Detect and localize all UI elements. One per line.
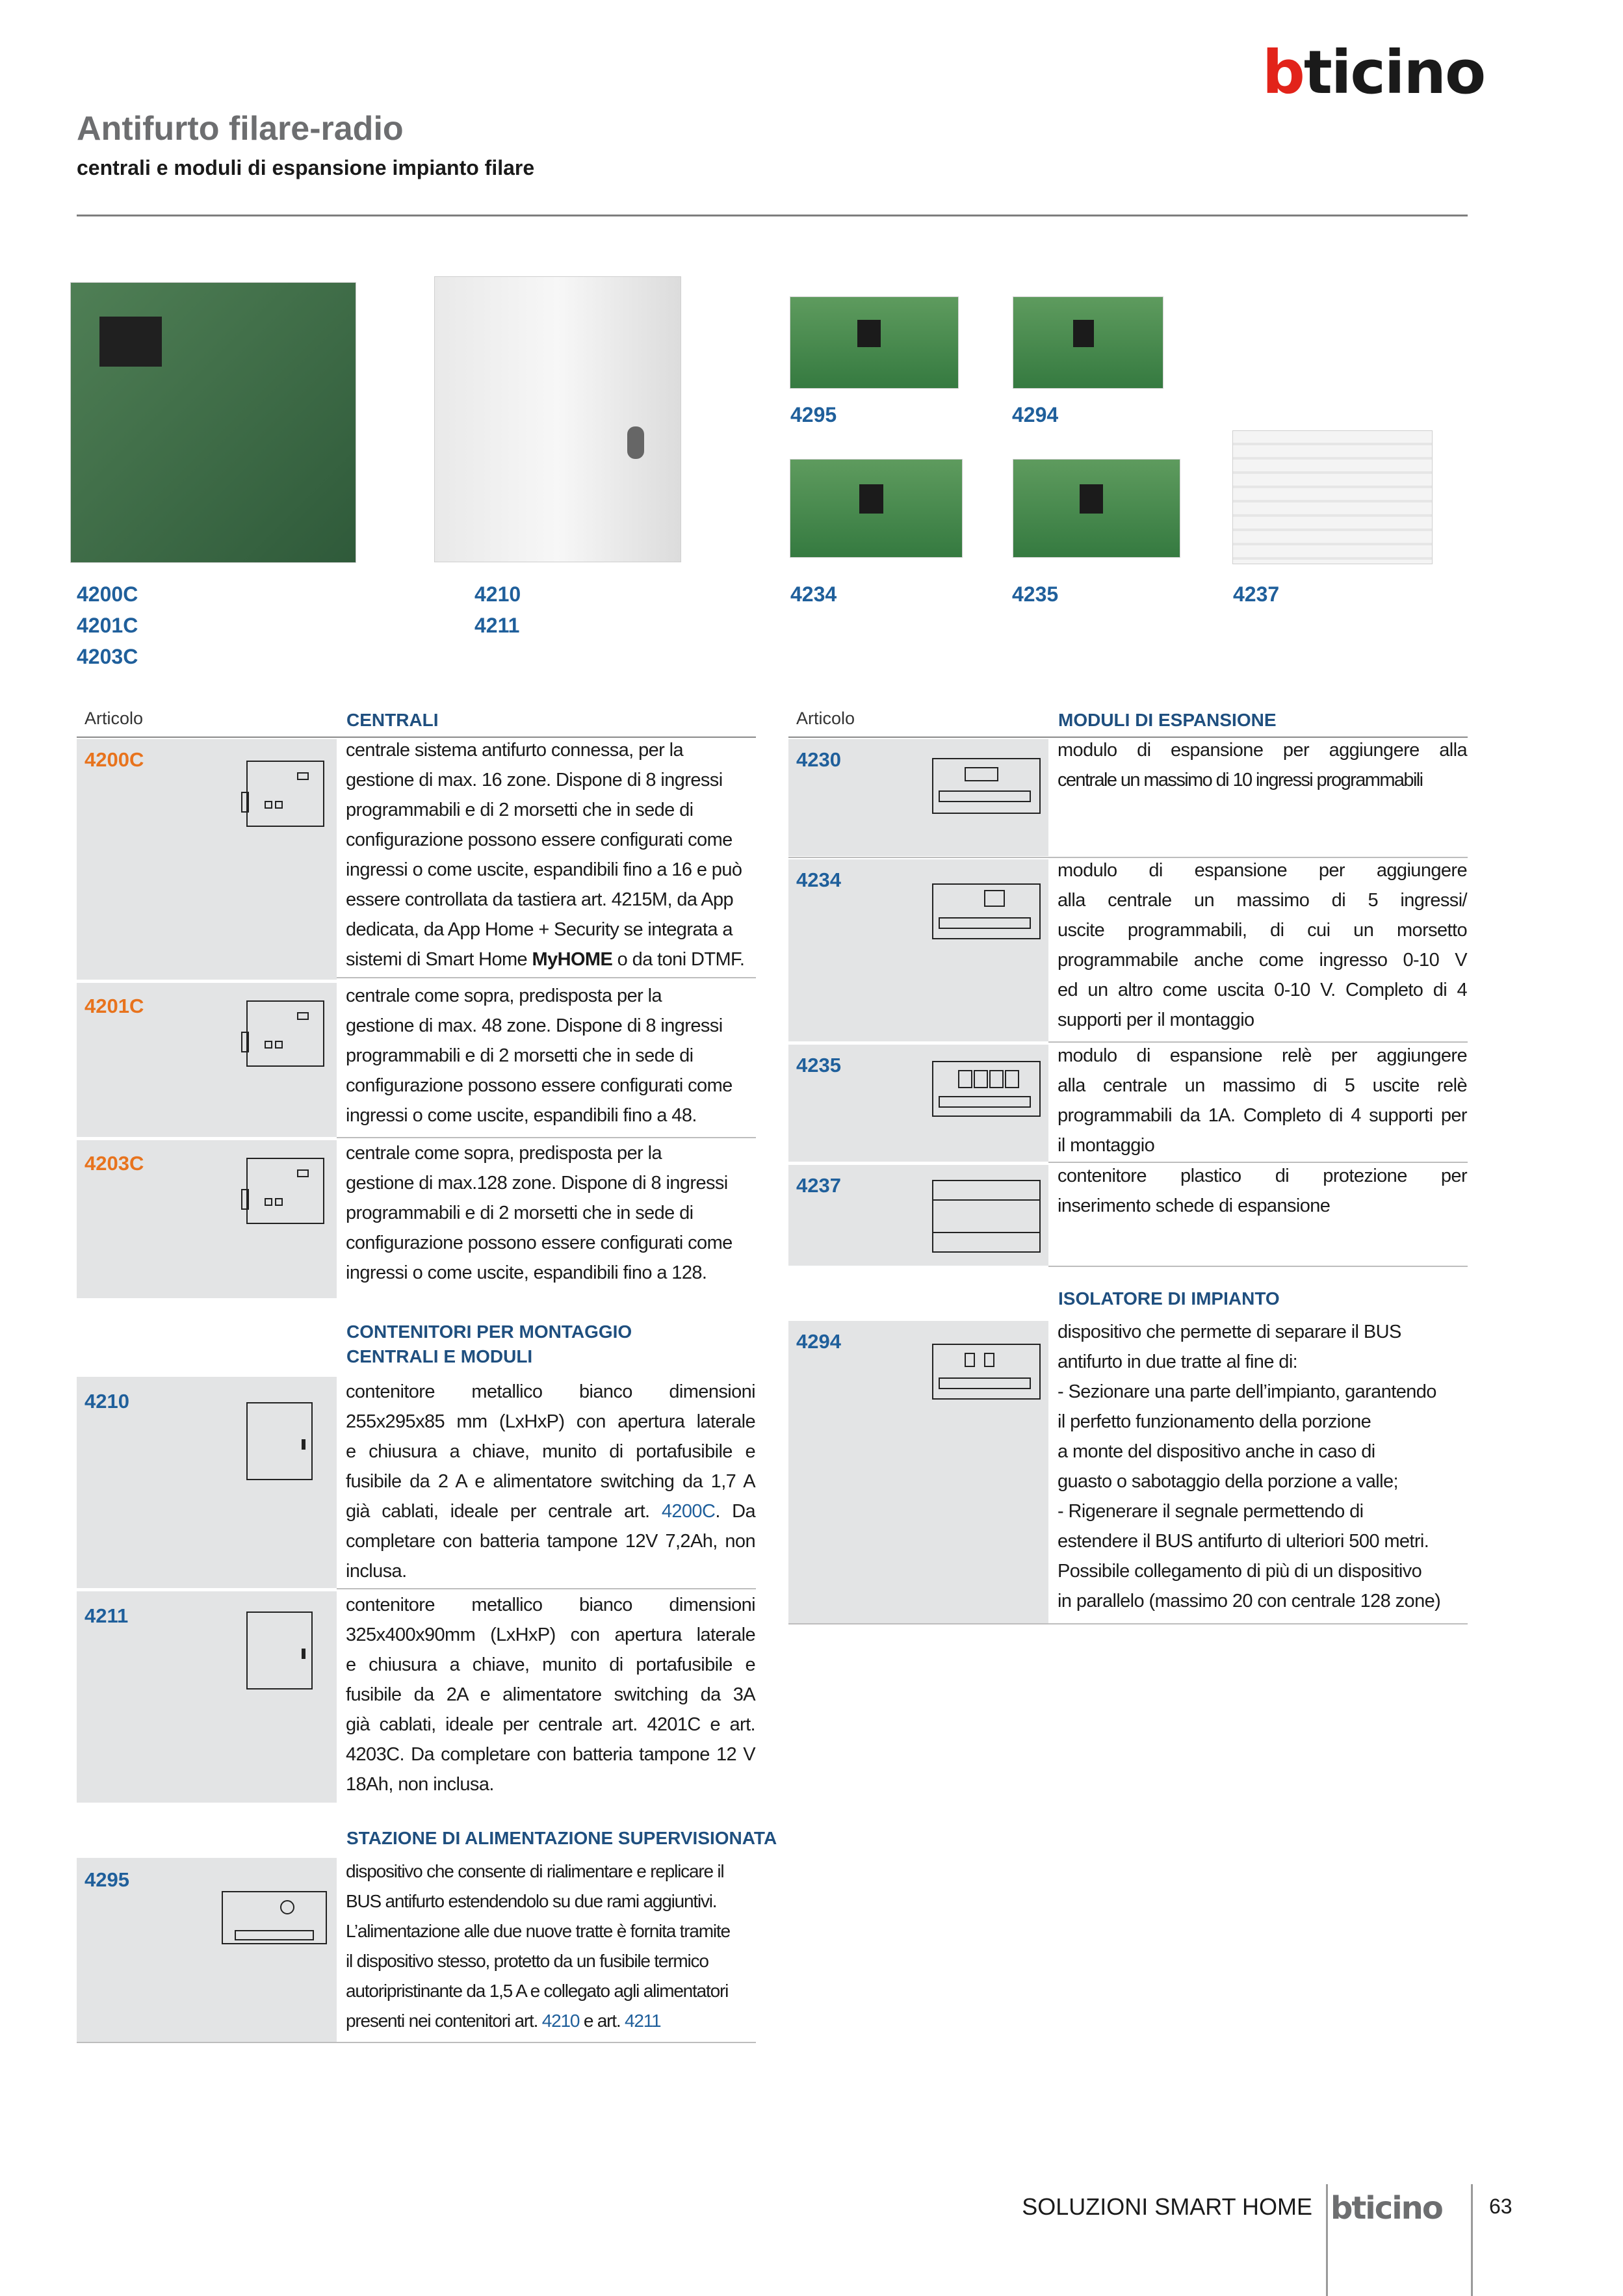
label-4210: 4210: [474, 582, 521, 606]
desc-line: - Rigenerare il segnale permettendo di: [1058, 1501, 1364, 1522]
table-row-4210: [77, 1377, 756, 1588]
row-code: 4230: [796, 748, 841, 771]
link-4211[interactable]: 4211: [625, 2011, 661, 2031]
section-centrali-heading: CENTRALI: [346, 710, 439, 730]
footer-divider-left: [1326, 2184, 1328, 2296]
desc-line: gestione di max. 48 zone. Dispone di 8 ingressi: [346, 1015, 723, 1036]
label-photo-4235: 4235: [1012, 582, 1059, 606]
desc-line: contenitore metallico bianco dimensioni: [346, 1595, 755, 1615]
stazione-thumb-icon: [216, 1881, 333, 1953]
key-lock-icon: [627, 426, 644, 459]
modulo-thumb-icon: [926, 752, 1046, 824]
header-divider: [77, 215, 1468, 216]
desc-line: configurazione possono essere configurati come: [346, 1075, 733, 1096]
table-row-4234: [788, 859, 1468, 1041]
desc-line: inserimento schede di espansione: [1058, 1195, 1331, 1216]
centrale-thumb-icon: [239, 753, 330, 831]
link-4210[interactable]: 4210: [541, 2011, 580, 2031]
desc-line: programmabili e di 2 morsetti che in sede di: [346, 1203, 694, 1223]
row-separator: [337, 1588, 756, 1589]
desc-line: dispositivo che permette di separare il BUS: [1058, 1322, 1401, 1342]
desc-text: presenti nei contenitori art.: [346, 2011, 542, 2031]
desc-line: ingressi o come uscite, espandibili fino a 48.: [346, 1105, 697, 1126]
desc-line: programmabili e di 2 morsetti che in sede di: [346, 1045, 694, 1066]
desc-line: già cablati, ideale per centrale art. 4201C e art.: [346, 1714, 755, 1735]
label-4211: 4211: [474, 614, 520, 637]
desc-line: dispositivo che consente di rialimentare e replicare il: [346, 1861, 724, 1881]
desc-text: o da toni DTMF.: [612, 949, 745, 970]
desc-line: 255x295x85 mm (LxHxP) con apertura laterale: [346, 1411, 755, 1432]
table-row-4203c: [77, 1140, 756, 1298]
desc-line: alla centrale un massimo di 5 ingressi/: [1058, 890, 1467, 911]
photo-4294: [1013, 296, 1163, 389]
desc-text: sistemi di Smart Home: [346, 949, 532, 970]
row-desc: [346, 1590, 755, 1799]
desc-line: [346, 945, 755, 974]
desc-line: il montaggio: [1058, 1135, 1155, 1156]
desc-line: modulo di espansione per aggiungere alla: [1058, 740, 1467, 761]
desc-line: BUS antifurto estendendolo su due rami aggiuntivi.: [346, 1891, 717, 1911]
brand-logo-rest: ticino: [1303, 38, 1485, 107]
desc-line: ingressi o come uscite, espandibili fino a 128.: [346, 1262, 707, 1283]
desc-line: - Sezionare una parte dell’impianto, garantendo: [1058, 1381, 1436, 1402]
photo-centrale-board: [70, 282, 356, 563]
section-moduli-heading: MODULI DI ESPANSIONE: [1058, 710, 1277, 730]
desc-line: modulo di espansione relè per aggiungere: [1058, 1045, 1467, 1066]
section-stazione-heading: STAZIONE DI ALIMENTAZIONE SUPERVISIONATA: [346, 1828, 777, 1848]
row-separator: [788, 1623, 1468, 1624]
right-col-header: Articolo: [796, 709, 855, 728]
desc-line: configurazione possono essere configurati come: [346, 1233, 733, 1253]
desc-line: e chiusura a chiave, munito di portafusibile e: [346, 1654, 755, 1675]
row-code: 4211: [84, 1604, 129, 1627]
desc-line: estendere il BUS antifurto di ulteriori 500 metri.: [1058, 1531, 1429, 1552]
row-desc: [346, 1377, 755, 1586]
row-code: 4234: [796, 868, 841, 891]
desc-line: contenitore metallico bianco dimensioni: [346, 1381, 755, 1402]
desc-line: ingressi o come uscite, espandibili fino a 16 e può: [346, 859, 742, 880]
desc-text: e art.: [579, 2011, 625, 2031]
label-4200c: 4200C: [77, 582, 138, 606]
desc-text: già cablati, ideale per centrale art.: [346, 1501, 662, 1522]
contenitore-thumb-icon: [242, 1608, 320, 1693]
isolatore-thumb-icon: [926, 1338, 1046, 1409]
desc-line: centrale come sopra, predisposta per la: [346, 1143, 662, 1164]
desc-line: 18Ah, non inclusa.: [346, 1774, 494, 1795]
desc-line: fusibile da 2A e alimentatore switching da 3A: [346, 1684, 755, 1705]
row-desc: [1058, 1161, 1467, 1221]
row-code: 4200C: [84, 748, 144, 771]
desc-line: fusibile da 2 A e alimentatore switching da 1,7 A: [346, 1471, 755, 1492]
desc-line: centrale sistema antifurto connessa, per la: [346, 740, 684, 761]
desc-line: il dispositivo stesso, protetto da un fusibile termico: [346, 1951, 708, 1971]
page-title: Antifurto filare-radio: [77, 110, 404, 148]
footer-logo-rest: ticino: [1351, 2190, 1442, 2226]
desc-line: programmabili e di 2 morsetti che in sede di: [346, 800, 694, 820]
photo-4295: [790, 296, 959, 389]
desc-line: uscite programmabili, di cui un morsetto: [1058, 920, 1467, 941]
label-photo-4295: 4295: [790, 403, 837, 426]
contenitore-thumb-icon: [242, 1399, 320, 1483]
photo-4235: [1013, 459, 1180, 558]
section-contenitori-heading-line2: CENTRALI E MODULI: [346, 1346, 533, 1366]
row-code: 4201C: [84, 995, 144, 1017]
row-code: 4237: [796, 1174, 841, 1197]
row-desc: [1058, 735, 1467, 795]
desc-line: in parallelo (massimo 20 con centrale 128 zone): [1058, 1591, 1441, 1611]
row-separator: [337, 977, 756, 978]
row-separator: [1048, 1266, 1468, 1267]
desc-line: dedicata, da App Home + Security se integrata a: [346, 919, 733, 940]
desc-line: gestione di max. 16 zone. Dispone di 8 ingressi: [346, 770, 723, 790]
desc-line: ed un altro come uscita 0-10 V. Completo di 4: [1058, 980, 1467, 1000]
desc-line: alla centrale un massimo di 5 uscite relè: [1058, 1075, 1467, 1096]
row-desc: [346, 1138, 755, 1288]
desc-line: Possibile collegamento di più di un dispositivo: [1058, 1561, 1422, 1582]
photo-4237: [1232, 430, 1433, 564]
page-number: 63: [1489, 2195, 1513, 2218]
desc-line: gestione di max.128 zone. Dispone di 8 ingressi: [346, 1173, 728, 1194]
desc-line: centrale un massimo di 10 ingressi programmabili: [1058, 770, 1423, 790]
modulo-thumb-icon: [926, 878, 1046, 949]
contenitore-plastico-thumb-icon: [926, 1174, 1046, 1259]
row-code: 4210: [84, 1390, 129, 1413]
desc-text: . Da: [715, 1501, 755, 1522]
section-contenitori-heading-line1: CONTENITORI PER MONTAGGIO: [346, 1322, 632, 1342]
table-row-4235: [788, 1045, 1468, 1162]
label-photo-4294: 4294: [1012, 403, 1059, 426]
row-code: 4203C: [84, 1152, 144, 1175]
table-row-4294: [788, 1321, 1468, 1624]
desc-line: completare con batteria tampone 12V 7,2Ah, non: [346, 1531, 755, 1552]
footer-section-title: SOLUZIONI SMART HOME: [1022, 2193, 1312, 2220]
left-col-header: Articolo: [84, 709, 144, 728]
desc-line: essere controllata da tastiera art. 4215M, da App: [346, 889, 734, 910]
desc-line: programmabili da 1A. Completo di 4 supporti per: [1058, 1105, 1467, 1126]
desc-line: [346, 1496, 755, 1526]
photo-contenitore-labels: [474, 579, 521, 641]
desc-line: configurazione possono essere configurati come: [346, 829, 733, 850]
label-4203c: 4203C: [77, 645, 138, 668]
desc-line: supporti per il montaggio: [1058, 1010, 1254, 1030]
row-desc: [1058, 1041, 1467, 1160]
myhome-brand: MyHOME: [532, 949, 613, 970]
photo-contenitore: [434, 276, 681, 562]
table-row-4230: [788, 739, 1468, 856]
table-row-4201c: [77, 983, 756, 1137]
desc-line: 4203C. Da completare con batteria tampone 12 V: [346, 1744, 755, 1765]
desc-line: guasto o sabotaggio della porzione a valle;: [1058, 1471, 1398, 1492]
centrale-thumb-icon: [239, 993, 330, 1071]
section-isolatore-heading: ISOLATORE DI IMPIANTO: [1058, 1288, 1280, 1309]
desc-line: inclusa.: [346, 1561, 407, 1582]
desc-line: autoripristinante da 1,5 A e collegato agli alimentatori: [346, 1981, 729, 2001]
desc-line: programmabile anche come ingresso 0-10 V: [1058, 950, 1467, 971]
row-separator: [77, 2042, 756, 2043]
table-row-4295: [77, 1858, 756, 2043]
modulo-rele-thumb-icon: [926, 1055, 1046, 1127]
row-desc: [1058, 1317, 1467, 1616]
photo-centrale-labels: [77, 579, 138, 672]
desc-line: [346, 2006, 755, 2036]
footer-brand-logo: [1331, 2190, 1442, 2226]
brand-logo-b: b: [1262, 38, 1304, 107]
brand-logo: [1262, 38, 1485, 107]
footer-divider-right: [1471, 2184, 1473, 2296]
desc-line: modulo di espansione per aggiungere: [1058, 860, 1467, 881]
table-row-4211: [77, 1591, 756, 1803]
desc-line: 325x400x90mm (LxHxP) con apertura laterale: [346, 1624, 755, 1645]
centrale-thumb-icon: [239, 1151, 330, 1229]
photo-4234: [790, 459, 963, 558]
desc-line: e chiusura a chiave, munito di portafusibile e: [346, 1441, 755, 1462]
label-4201c: 4201C: [77, 614, 138, 637]
row-desc: [1058, 855, 1467, 1035]
link-4200c[interactable]: 4200C: [661, 1501, 716, 1522]
desc-line: contenitore plastico di protezione per: [1058, 1166, 1467, 1186]
desc-line: il perfetto funzionamento della porzione: [1058, 1411, 1371, 1432]
row-code: 4235: [796, 1054, 841, 1076]
table-row-4200c: [77, 739, 756, 980]
page-subtitle: centrali e moduli di espansione impianto filare: [77, 156, 535, 179]
desc-line: L’alimentazione alle due nuove tratte è fornita tramite: [346, 1921, 730, 1941]
row-desc: [346, 1857, 755, 2036]
label-photo-4237: 4237: [1233, 582, 1280, 606]
row-code: 4295: [84, 1868, 129, 1891]
section-contenitori-heading: [346, 1320, 632, 1369]
row-desc: [346, 981, 755, 1130]
row-code: 4294: [796, 1330, 841, 1353]
desc-line: centrale come sopra, predisposta per la: [346, 985, 662, 1006]
footer-logo-b: b: [1331, 2190, 1352, 2226]
desc-line: antifurto in due tratte al fine di:: [1058, 1351, 1298, 1372]
label-photo-4234: 4234: [790, 582, 837, 606]
desc-line: a monte del dispositivo anche in caso di: [1058, 1441, 1375, 1462]
row-desc: [346, 735, 755, 974]
table-row-4237: [788, 1165, 1468, 1266]
